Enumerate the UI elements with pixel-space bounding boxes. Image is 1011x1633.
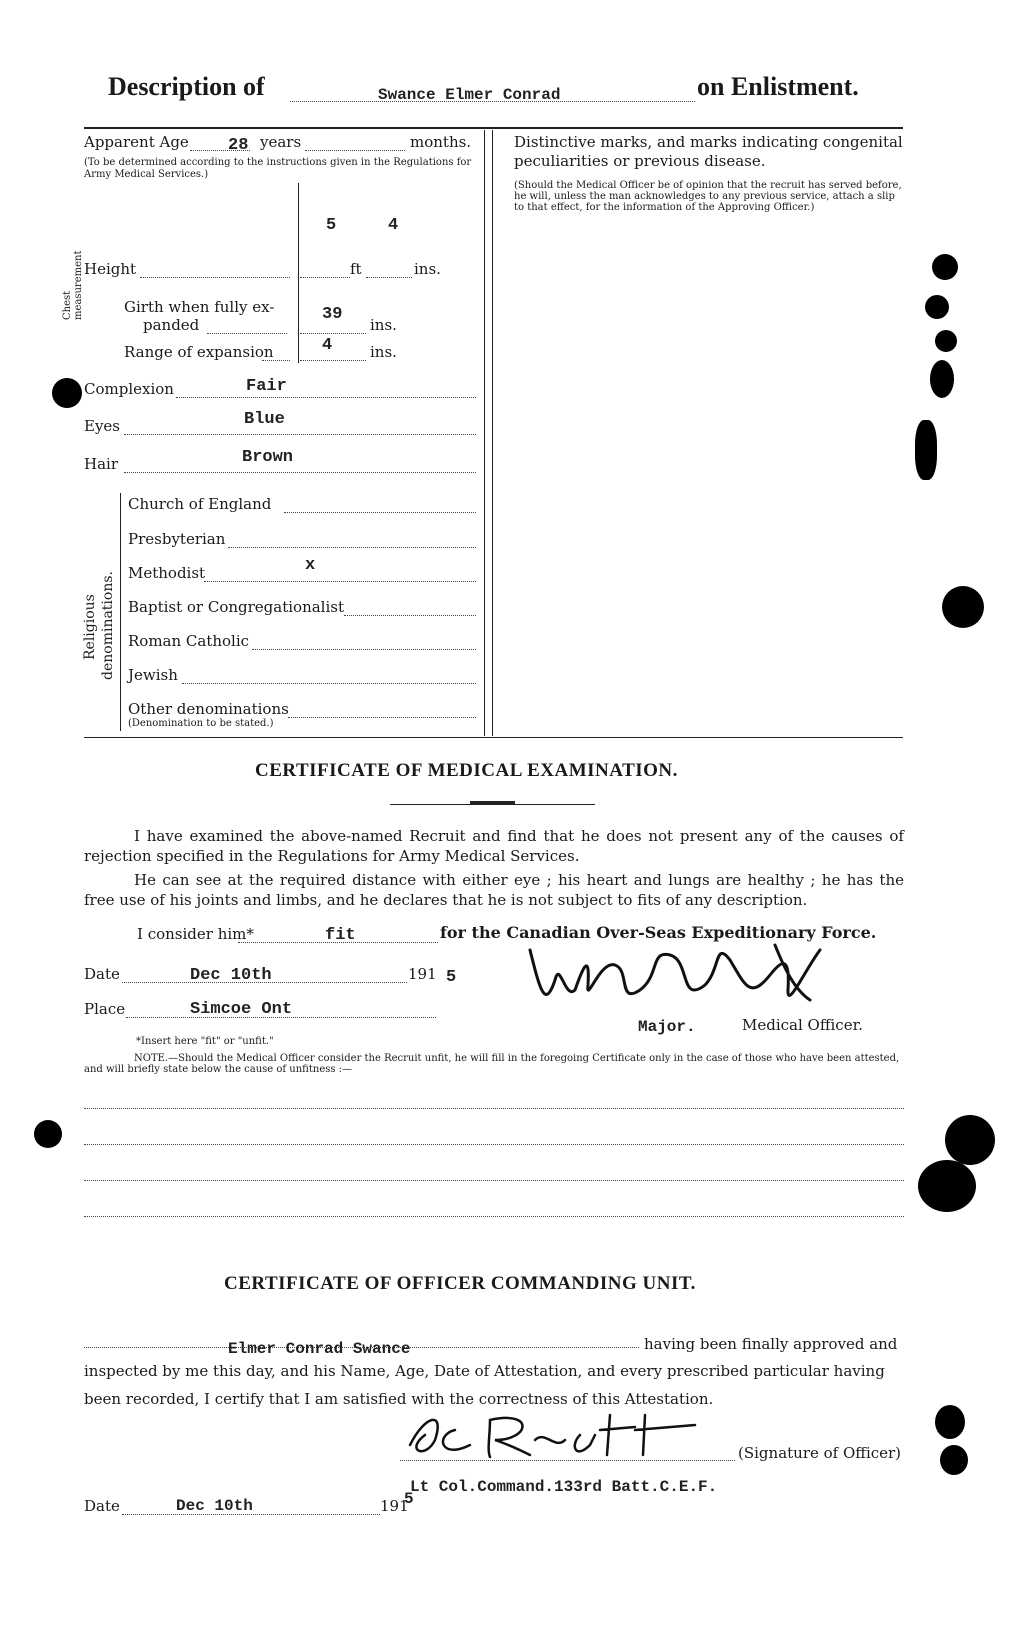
- punch-hole: [945, 1115, 995, 1165]
- medical-date-value: Dec 10th: [190, 966, 272, 985]
- complexion-label: Complexion: [84, 380, 174, 398]
- religion-item: Roman Catholic: [128, 632, 250, 650]
- commanding-date-label: Date: [84, 1497, 120, 1515]
- signature-of-officer-label: (Signature of Officer): [738, 1444, 902, 1462]
- commanding-officer-title: Lt Col.Command.133rd Batt.C.E.F.: [410, 1478, 718, 1496]
- girth-ins-label: ins.: [370, 316, 397, 334]
- age-years: 28: [228, 136, 249, 155]
- commanding-officer-signature: [395, 1405, 715, 1465]
- complexion-value: Fair: [246, 377, 287, 396]
- commanding-year-suffix: 5: [404, 1490, 414, 1508]
- recruit-name: Swance Elmer Conrad: [378, 86, 561, 104]
- medical-paragraph-1: I have examined the above-named Recruit and find that he does not present any of the causes of rejection specified in the Regulations for Army Medical Services.: [84, 827, 904, 865]
- unfit-note: NOTE.—Should the Medical Officer consider the Recruit unfit, he will fill in the foregoing Certificate only in the case of those who have been attested, and will briefly state below the cause of unfitness :—: [84, 1053, 900, 1075]
- punch-hole: [935, 330, 957, 352]
- religion-item: Baptist or Congregationalist: [128, 598, 344, 616]
- medical-title: CERTIFICATE OF MEDICAL EXAMINATION.: [255, 760, 678, 781]
- commanding-year-prefix: 191: [380, 1497, 409, 1515]
- medical-place-value: Simcoe Ont: [190, 1000, 293, 1019]
- girth-value: 39: [322, 305, 343, 324]
- punch-hole: [34, 1120, 62, 1148]
- distinctive-marks-title-2: peculiarities or previous disease.: [514, 152, 766, 170]
- punch-hole: [52, 378, 82, 408]
- methodist-mark: x: [305, 556, 316, 575]
- punch-hole: [930, 360, 954, 398]
- commanding-date-value: Dec 10th: [176, 1497, 253, 1515]
- religion-item: Other denominations: [128, 700, 289, 718]
- medical-year-prefix: 191: [408, 965, 437, 983]
- religion-item: Jewish: [128, 666, 178, 684]
- eyes-label: Eyes: [84, 417, 120, 435]
- ins-label: ins.: [414, 260, 441, 278]
- fitness-value: fit: [325, 926, 356, 945]
- consider-label: I consider him*: [137, 925, 254, 943]
- commanding-title: CERTIFICATE OF OFFICER COMMANDING UNIT.: [224, 1273, 696, 1294]
- religion-item: Church of England: [128, 495, 272, 513]
- years-label: years: [260, 133, 302, 151]
- commanding-line2: inspected by me this day, and his Name, Age, Date of Attestation, and every prescribed particular having: [84, 1362, 885, 1380]
- medical-year-suffix: 5: [446, 968, 457, 987]
- girth-label-2: panded: [143, 316, 200, 334]
- height-ft-value: 5: [326, 216, 337, 235]
- header-prefix: Description of: [108, 72, 265, 101]
- girth-label-1: Girth when fully ex-: [124, 298, 275, 316]
- range-ins-label: ins.: [370, 343, 397, 361]
- force-label: for the Canadian Over-Seas Expeditionary Force.: [440, 923, 877, 942]
- hair-value: Brown: [242, 448, 294, 467]
- medical-paragraph-2: He can see at the required distance with either eye ; his heart and lungs are healthy ; he has the free use of his joints and limbs, and he declares that he is not subject to fits of any description.: [84, 871, 904, 909]
- other-denomination-note: (Denomination to be stated.): [128, 718, 274, 729]
- ft-label: ft: [350, 260, 362, 278]
- insert-note: *Insert here "fit" or "unfit.": [136, 1036, 274, 1047]
- punch-hole: [925, 295, 949, 319]
- height-label: Height: [84, 260, 137, 278]
- hair-label: Hair: [84, 455, 118, 473]
- medical-date-label: Date: [84, 965, 120, 983]
- medical-place-label: Place: [84, 1000, 126, 1018]
- commanding-recruit-name: Elmer Conrad Swance: [228, 1340, 411, 1358]
- range-label: Range of expansion: [124, 343, 274, 361]
- punch-hole: [918, 1160, 976, 1212]
- header-suffix: on Enlistment.: [697, 72, 859, 101]
- chest-side-label: Chest measurement: [62, 250, 84, 320]
- eyes-value: Blue: [244, 410, 285, 429]
- apparent-age-label: Apparent Age: [84, 133, 189, 151]
- height-in-value: 4: [388, 216, 399, 235]
- distinctive-marks-note: (Should the Medical Officer be of opinion that the recruit has served before, he will, unless the man acknowledges to any previous service, attach a slip to that effect, for the information of the Approving Officer.): [514, 180, 902, 213]
- range-value: 4: [322, 336, 333, 355]
- punch-hole: [932, 254, 958, 280]
- religion-side-label-2: denominations.: [100, 571, 116, 680]
- months-label: months.: [410, 133, 472, 151]
- medical-officer-signature: [520, 930, 860, 1020]
- medical-officer-label: Medical Officer.: [742, 1016, 863, 1034]
- commanding-line1-tail: having been finally approved and: [644, 1335, 898, 1353]
- distinctive-marks-title-1: Distinctive marks, and marks indicating congenital: [514, 133, 903, 151]
- religion-side-label-1: Religious: [82, 594, 98, 660]
- commanding-line3: been recorded, I certify that I am satisfied with the correctness of this Attestation.: [84, 1390, 714, 1408]
- medical-officer-rank: Major.: [638, 1018, 696, 1036]
- age-note: (To be determined according to the instructions given in the Regulations for Army Medical Services.): [84, 157, 472, 180]
- religion-item: Presbyterian: [128, 530, 226, 548]
- punch-hole: [915, 420, 937, 480]
- punch-hole: [935, 1405, 965, 1439]
- punch-hole: [940, 1445, 968, 1475]
- religion-item: Methodist: [128, 564, 206, 582]
- punch-hole: [942, 586, 984, 628]
